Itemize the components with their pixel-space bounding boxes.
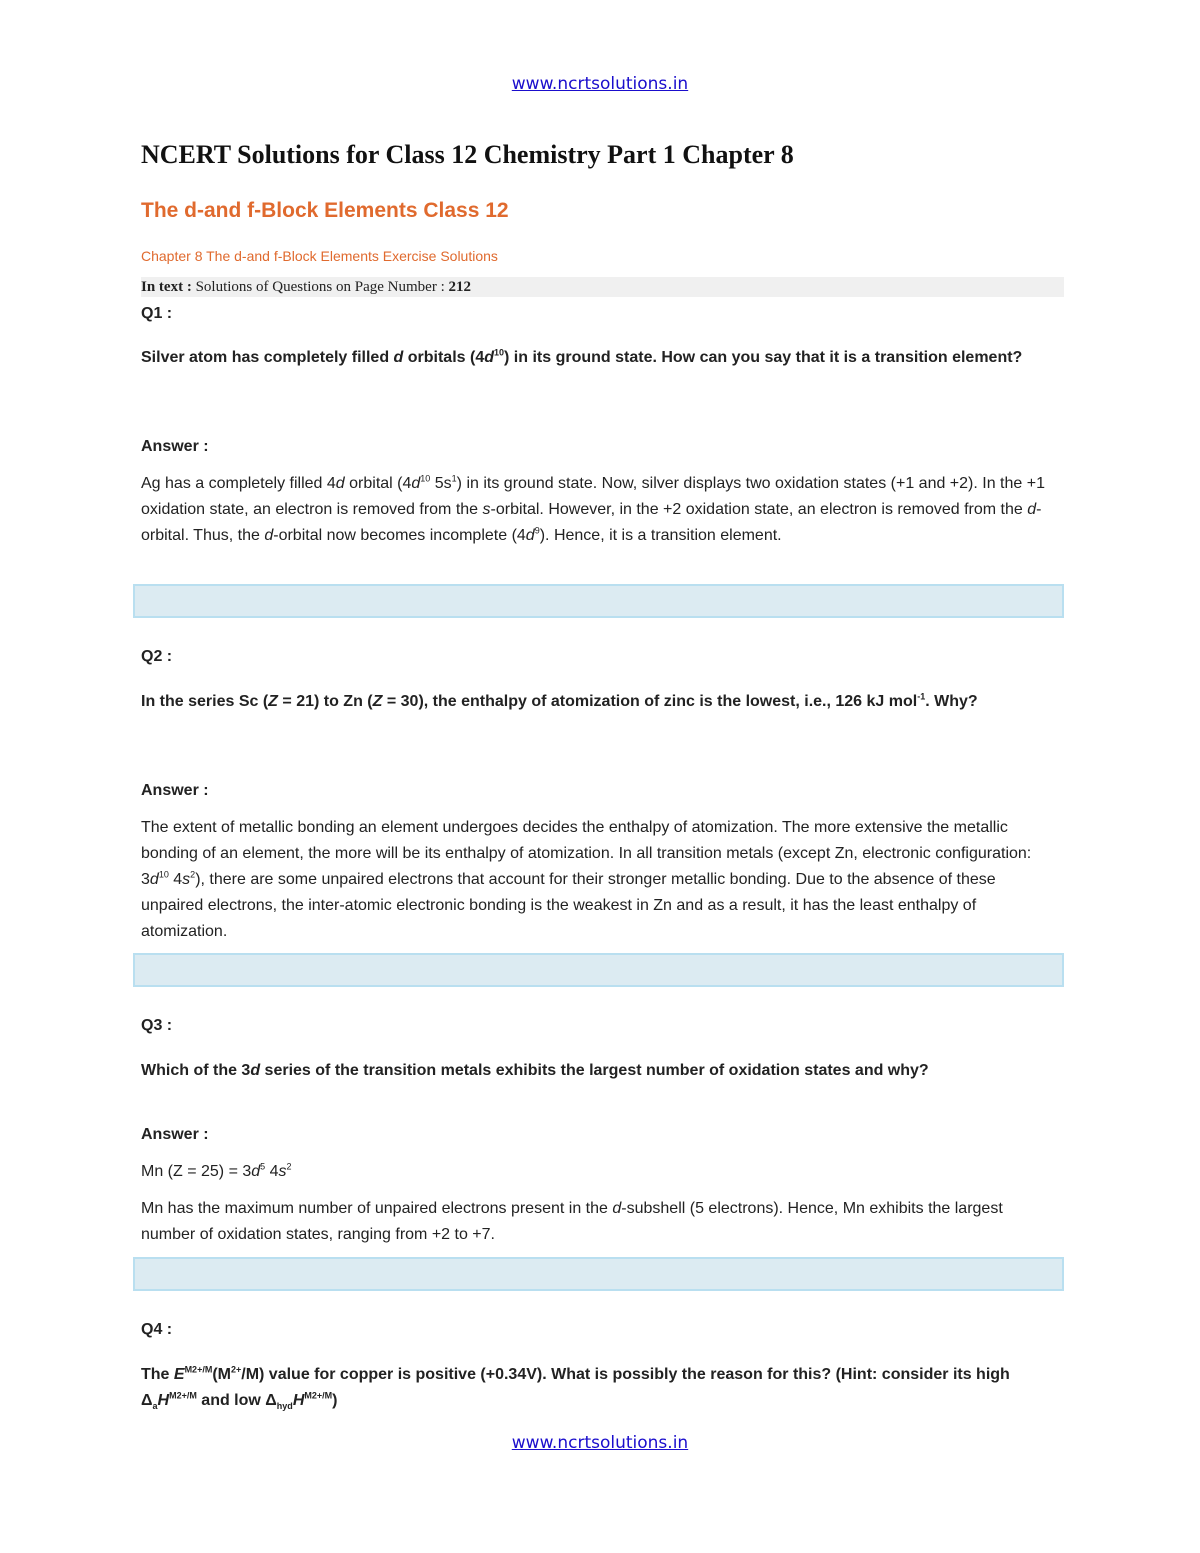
q1-divider-box xyxy=(133,584,1064,618)
q3-divider-box xyxy=(133,1257,1064,1291)
q2-question: In the series Sc (Z = 21) to Zn (Z = 30), the enthalpy of atomization of zinc is the lowest, i.e., 126 kJ mol$^{-1}$. Why? xyxy=(141,691,978,710)
q3-answer-label: Answer : xyxy=(141,1126,209,1143)
q3-label: Q3 : xyxy=(141,1017,173,1034)
intext-bar xyxy=(141,277,1064,297)
header-site-link[interactable]: www.ncrtsolutions.in xyxy=(511,74,689,94)
q1-question: Silver atom has completely filled d orbitals $(4d^{10})$ in its ground state. How can you say that it is a transition element? xyxy=(141,347,1023,366)
q2-answer-label: Answer : xyxy=(141,782,209,799)
intext-text: Solutions of Questions on Page Number : xyxy=(191,279,449,295)
section-heading: Chapter 8 The d-and f-Block Elements Exercise Solutions xyxy=(141,248,498,264)
intext-label: In text : xyxy=(141,279,192,295)
q3-config: Mn $(Z = 25) = 3d^5$ $4s^2$ xyxy=(141,1161,292,1180)
footer-site-link[interactable]: www.ncrtsolutions.in xyxy=(511,1433,689,1453)
q1-answer: Ag has a completely filled 4d orbital ($4d^{10}$ $5s^1$) in its ground state. Now, silver displays two oxidation states (+1 and +2). In the +1 oxidation state, an electron is removed from the s-orbital. However, in the +2 oxidation state, an electron is removed from the d-orbital. Thus, the d-orbital now becomes incomplete $(4d^9)$. Hence, it is a transition element. xyxy=(141,473,1045,544)
q1-label: Q1 : xyxy=(141,305,173,322)
q4-label: Q4 : xyxy=(141,1321,173,1338)
intext-page: 212 xyxy=(448,279,471,295)
page-title: NCERT Solutions for Class 12 Chemistry Part 1 Chapter 8 xyxy=(141,140,794,169)
q2-divider-box xyxy=(133,953,1064,987)
page-subtitle: The d-and f-Block Elements Class 12 xyxy=(141,199,509,222)
q2-answer: The extent of metallic bonding an element undergoes decides the enthalpy of atomization. The more extensive the metallic bonding of an element, the more will be its enthalpy of atomization. In all transition metals (except Zn, electronic configuration: $3d^{10}$ $4s^2$), there are some unpaired electrons that account for their stronger metallic bonding. Due to the absence of these unpaired electrons, the inter-atomic electronic bonding is the weakest in Zn and as a result, it has the least enthalpy of atomization. xyxy=(141,819,1032,940)
q3-question: Which of the 3d series of the transition metals exhibits the largest number of oxidation states and why? xyxy=(141,1062,929,1079)
q2-label: Q2 : xyxy=(141,648,173,665)
q4-question: The $E^{M2+/M}(M^{2+}/M)$ value for copper is positive (+0.34V). What is possibly the reason for this? (Hint: consider its high $\Delta_aH^{M2+/M}$ and low $\Delta_{hyd}H^{M2+/M}$) xyxy=(141,1364,1010,1412)
q1-answer-label: Answer : xyxy=(141,438,209,455)
q3-answer: Mn has the maximum number of unpaired electrons present in the d-subshell (5 electrons). Hence, Mn exhibits the largest number of oxidation states, ranging from +2 to +7. xyxy=(141,1200,1003,1243)
